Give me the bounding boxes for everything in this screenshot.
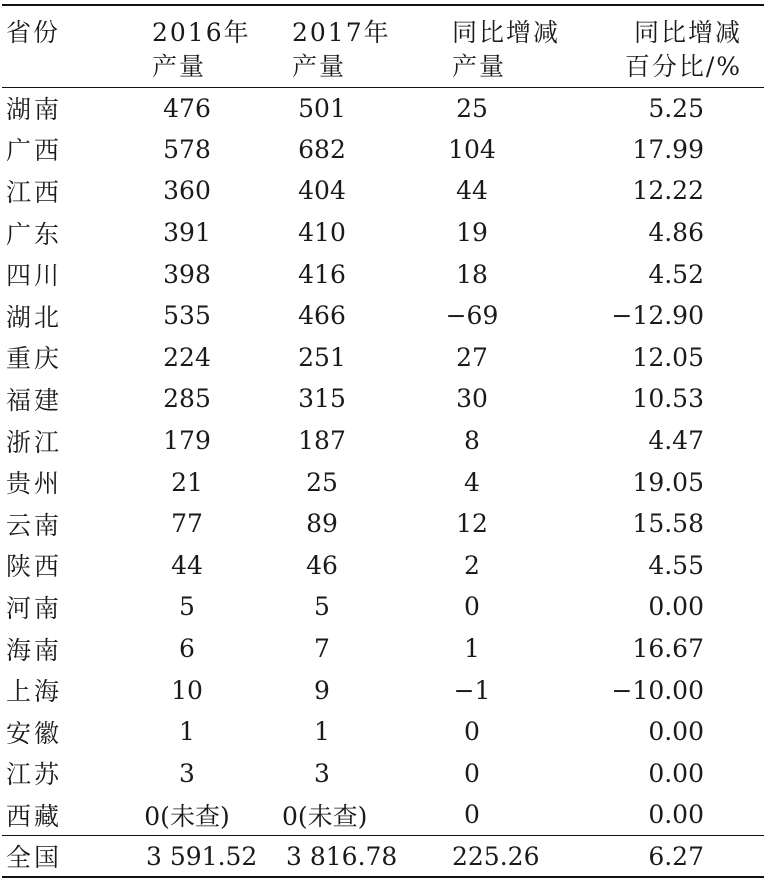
- header-2016-line2: 产量: [152, 52, 207, 81]
- cell-pct: 0.00: [648, 592, 704, 622]
- cell-2017: 25: [306, 467, 338, 497]
- cell-diff: 0: [464, 800, 480, 830]
- header-pct-line2: 百分比/%: [624, 52, 742, 81]
- cell-2016: 1: [179, 717, 195, 747]
- cell-pct: 4.52: [648, 259, 704, 289]
- cell-2016: 578: [163, 134, 211, 164]
- header-2017-output: [282, 5, 432, 87]
- cell-province: 贵州: [6, 469, 63, 499]
- table-row: [2, 794, 764, 836]
- table-row: [2, 295, 764, 337]
- cell-diff: −1: [453, 675, 491, 705]
- cell-2016: 391: [163, 218, 211, 248]
- cell-2016: 179: [163, 426, 211, 456]
- table-row: [2, 753, 764, 795]
- total-2017: 3 816.78: [286, 841, 398, 871]
- table-row: [2, 545, 764, 587]
- table-row: [2, 378, 764, 420]
- table-row: [2, 503, 764, 545]
- cell-province: 安徽: [6, 718, 63, 748]
- header-pct-line1: 同比增减: [633, 18, 742, 47]
- header-2017-line2: 产量: [292, 52, 347, 81]
- cell-2016: 21: [171, 467, 203, 497]
- cell-province: 上海: [6, 677, 63, 707]
- table-row: [2, 337, 764, 379]
- cell-pct: 4.86: [648, 218, 704, 248]
- cell-2016: 398: [163, 259, 211, 289]
- cell-2016: 224: [163, 342, 211, 372]
- cell-2017: 9: [314, 675, 330, 705]
- table-row: [2, 628, 764, 670]
- cell-pct: 0.00: [648, 800, 704, 830]
- table-row: [2, 129, 764, 171]
- cell-pct: 5.25: [648, 93, 704, 123]
- cell-2016: 0(未查): [144, 801, 230, 831]
- table-row: [2, 586, 764, 628]
- cell-diff: 8: [464, 426, 480, 456]
- cell-2016: 6: [179, 634, 195, 664]
- cell-diff: 0: [464, 717, 480, 747]
- cell-2017: 7: [314, 634, 330, 664]
- cell-diff: 18: [456, 259, 488, 289]
- table-header: [2, 5, 764, 87]
- cell-2016: 10: [171, 675, 203, 705]
- header-yoy-change: [432, 5, 572, 87]
- header-yoy-percent: [572, 5, 764, 87]
- cell-2016: 77: [171, 509, 203, 539]
- cell-2016: 476: [163, 93, 211, 123]
- cell-diff: 30: [456, 384, 488, 414]
- cell-2017: 501: [298, 93, 346, 123]
- production-table: [2, 4, 764, 878]
- cell-pct: 16.67: [632, 634, 704, 664]
- cell-province: 江西: [6, 177, 63, 207]
- cell-2017: 46: [306, 550, 338, 580]
- cell-2017: 3: [314, 758, 330, 788]
- cell-2016: 5: [179, 592, 195, 622]
- cell-2017: 1: [314, 717, 330, 747]
- cell-diff: 0: [464, 592, 480, 622]
- cell-province: 湖北: [6, 302, 63, 332]
- cell-2016: 535: [163, 301, 211, 331]
- header-row: [2, 5, 764, 87]
- cell-pct: 4.47: [648, 426, 704, 456]
- cell-province: 陕西: [6, 552, 63, 582]
- table-row: [2, 711, 764, 753]
- cell-2017: 315: [298, 384, 346, 414]
- cell-2017: 466: [298, 301, 346, 331]
- cell-2016: 360: [163, 176, 211, 206]
- cell-pct: 12.05: [632, 342, 704, 372]
- cell-pct: −10.00: [611, 675, 704, 705]
- cell-province: 福建: [6, 385, 63, 415]
- cell-2017: 0(未查): [282, 801, 368, 831]
- cell-2017: 89: [306, 509, 338, 539]
- header-2016-output: [142, 5, 282, 87]
- header-diff-line1: 同比增减: [452, 18, 561, 47]
- table-row: [2, 87, 764, 129]
- table-row: [2, 461, 764, 503]
- cell-2017: 410: [298, 218, 346, 248]
- cell-diff: 25: [456, 93, 488, 123]
- cell-diff: 0: [464, 758, 480, 788]
- cell-diff: 19: [456, 218, 488, 248]
- cell-province: 江苏: [6, 760, 63, 790]
- cell-pct: −12.90: [611, 301, 704, 331]
- cell-2016: 44: [171, 550, 203, 580]
- cell-province: 云南: [6, 510, 63, 540]
- cell-2017: 416: [298, 259, 346, 289]
- cell-diff: 104: [448, 134, 496, 164]
- table-body: [2, 87, 764, 877]
- cell-2017: 5: [314, 592, 330, 622]
- cell-province: 湖南: [6, 95, 63, 125]
- total-2016: 3 591.52: [146, 841, 258, 871]
- cell-diff: 1: [464, 634, 480, 664]
- cell-province: 重庆: [6, 344, 63, 374]
- total-province: 全国: [6, 843, 63, 873]
- table-row: [2, 420, 764, 462]
- cell-pct: 4.55: [648, 550, 704, 580]
- total-pct: 6.27: [648, 841, 704, 871]
- cell-diff: 12: [456, 509, 488, 539]
- total-row: [2, 836, 764, 878]
- cell-2017: 187: [298, 426, 346, 456]
- cell-2017: 251: [298, 342, 346, 372]
- cell-2017: 682: [298, 134, 346, 164]
- cell-province: 广西: [6, 136, 63, 166]
- header-diff-line2: 产量: [452, 52, 507, 81]
- cell-diff: 2: [464, 550, 480, 580]
- cell-pct: 0.00: [648, 717, 704, 747]
- table-row: [2, 212, 764, 254]
- cell-2016: 285: [163, 384, 211, 414]
- cell-diff: 27: [456, 342, 488, 372]
- cell-pct: 17.99: [632, 134, 704, 164]
- cell-2017: 404: [298, 176, 346, 206]
- cell-pct: 15.58: [632, 509, 704, 539]
- cell-diff: 4: [464, 467, 480, 497]
- header-2017-line1: 2017年: [292, 18, 391, 47]
- table-row: [2, 669, 764, 711]
- cell-2016: 3: [179, 758, 195, 788]
- total-diff: 225.26: [452, 841, 540, 871]
- cell-province: 海南: [6, 635, 63, 665]
- cell-pct: 0.00: [648, 758, 704, 788]
- table-row: [2, 170, 764, 212]
- cell-province: 广东: [6, 219, 63, 249]
- cell-pct: 12.22: [632, 176, 704, 206]
- header-2016-line1: 2016年: [152, 18, 251, 47]
- cell-province: 河南: [6, 593, 63, 623]
- table-row: [2, 253, 764, 295]
- cell-diff: 44: [456, 176, 488, 206]
- cell-province: 西藏: [6, 801, 63, 831]
- cell-pct: 10.53: [632, 384, 704, 414]
- header-province: 省份: [6, 18, 61, 47]
- cell-province: 浙江: [6, 427, 63, 457]
- cell-pct: 19.05: [632, 467, 704, 497]
- cell-diff: −69: [445, 301, 499, 331]
- cell-province: 四川: [6, 261, 63, 291]
